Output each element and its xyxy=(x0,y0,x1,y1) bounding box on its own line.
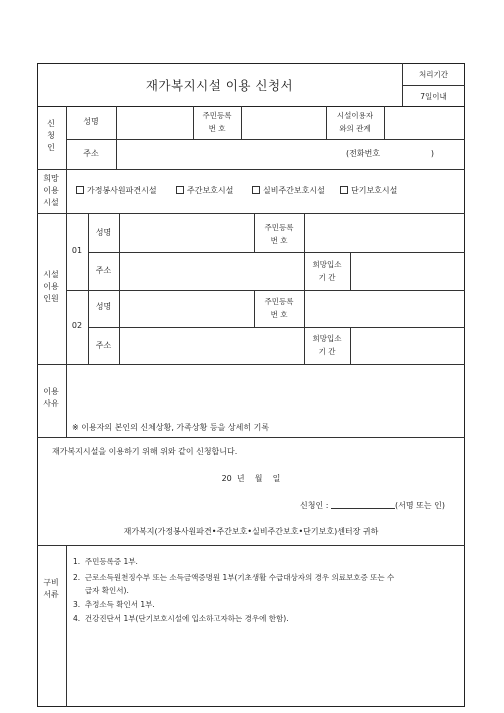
user-1-rrn-field[interactable] xyxy=(305,214,464,251)
option-paid-day-care[interactable]: 실비주간보호시설 xyxy=(252,186,325,196)
user-2-number: 02 xyxy=(71,321,83,330)
user-2-address-field[interactable] xyxy=(120,328,304,363)
form-title: 재가복지시설 이용 신청서 xyxy=(145,78,294,93)
reason-note: ※ 이용자의 본인의 신체상황, 가족상황 등을 상세히 기록 xyxy=(72,423,270,432)
checkbox-icon[interactable] xyxy=(252,186,260,194)
applicant-phone-label: (전화번호 ) xyxy=(346,149,435,158)
declaration-recipient: 재가복지(가정봉사원파견•주간보호•실비주간보호•단기보호)센터장 귀하 xyxy=(123,527,379,536)
user-2-period-label: 희망입소 기 간 xyxy=(312,334,342,356)
applicant-relation-label: 시설이용자 와의 관계 xyxy=(336,111,374,133)
processing-period-label: 처리기간 xyxy=(419,70,448,79)
user-2-period-field[interactable] xyxy=(351,328,464,363)
option-short-term-care[interactable]: 단기보호시설 xyxy=(340,186,397,196)
applicant-name-field[interactable] xyxy=(117,107,193,138)
document-item: 1. 주민등록증 1부. xyxy=(73,557,138,566)
user-1-period-label: 희망입소 기 간 xyxy=(312,260,342,282)
user-1-rrn-label: 주민등록 번 호 xyxy=(264,223,294,245)
applicant-address-label: 주소 xyxy=(83,149,99,158)
user-2-name-field[interactable] xyxy=(120,291,254,326)
user-2-rrn-field[interactable] xyxy=(305,291,464,326)
declaration-applicant: 신청인 : (서명 또는 인) xyxy=(300,501,445,510)
applicant-rrn-label: 주민등록 번 호 xyxy=(202,111,232,133)
reason-field[interactable] xyxy=(67,365,464,415)
applicant-rrn-field[interactable] xyxy=(242,107,326,138)
facility-users-section-label: 시설 이용 인원 xyxy=(43,270,59,303)
applicant-relation-field[interactable] xyxy=(385,107,464,138)
reason-section-label: 이용 사유 xyxy=(43,387,59,408)
user-2-address-label: 주소 xyxy=(95,341,112,350)
user-1-address-field[interactable] xyxy=(120,253,304,289)
user-2-name-label: 성명 xyxy=(95,302,112,311)
declaration-statement: 재가복지시설을 이용하기 위해 위와 같이 신청합니다. xyxy=(52,447,238,456)
documents-section-label: 구비 서류 xyxy=(43,578,59,599)
applicant-section-label: 신 청 인 xyxy=(47,119,55,152)
declaration-date: 20 년 월 일 xyxy=(221,474,281,483)
option-day-care[interactable]: 주간보호시설 xyxy=(176,186,233,196)
signature-line[interactable] xyxy=(331,500,395,509)
document-item: 급자 확인서). xyxy=(73,586,129,595)
user-1-name-field[interactable] xyxy=(120,214,254,251)
applicant-name-label: 성명 xyxy=(83,117,99,126)
document-item: 3. 추정소득 확인서 1부. xyxy=(73,600,155,609)
document-item: 4. 건강진단서 1부(단기보호시설에 입소하고자하는 경우에 한함). xyxy=(73,614,289,623)
user-1-period-field[interactable] xyxy=(351,253,464,289)
checkbox-icon[interactable] xyxy=(340,186,348,194)
applicant-address-field[interactable] xyxy=(117,140,337,168)
checkbox-icon[interactable] xyxy=(176,186,184,194)
user-2-rrn-label: 주민등록 번 호 xyxy=(264,297,294,319)
option-home-helper[interactable]: 가정봉사원파견시설 xyxy=(76,186,157,196)
processing-period-value: 7일이내 xyxy=(420,92,447,101)
user-1-address-label: 주소 xyxy=(95,266,112,275)
checkbox-icon[interactable] xyxy=(76,186,84,194)
user-1-name-label: 성명 xyxy=(95,228,112,237)
user-1-number: 01 xyxy=(71,246,83,255)
desired-facility-section-label: 희망 이용 시설 xyxy=(43,174,59,207)
document-item: 2. 근로소득원천징수부 또는 소득금액증명원 1부(기초생활 수급대상자의 경우 의료보호증 또는 수 xyxy=(73,573,395,582)
